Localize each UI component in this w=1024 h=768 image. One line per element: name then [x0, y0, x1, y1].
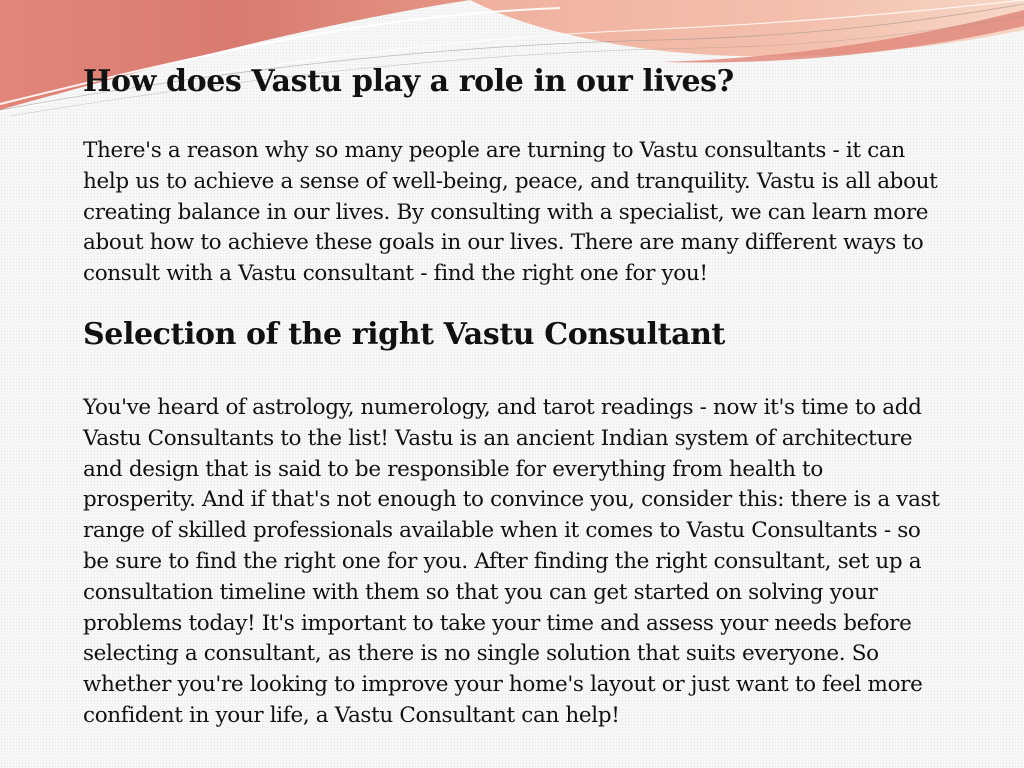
paragraph-line: problems today! It's important to take your time and assess your needs before	[83, 610, 912, 636]
paragraph-line: about how to achieve these goals in our lives. There are many different ways to	[83, 230, 924, 256]
paragraph-line: whether you're looking to improve your home's layout or just want to feel more	[83, 672, 923, 698]
paragraph-line: and design that is said to be responsible for everything from health to	[83, 456, 823, 482]
paragraph-line: consult with a Vastu consultant - find the right one for you!	[83, 261, 708, 287]
section-heading-vastu-role: How does Vastu play a role in our lives?	[83, 64, 734, 99]
paragraph-line: confident in your life, a Vastu Consultant can help!	[83, 702, 620, 728]
section-paragraph-selection	[83, 393, 983, 732]
paragraph-line: There's a reason why so many people are turning to Vastu consultants - it can	[83, 138, 905, 163]
paragraph-line: creating balance in our lives. By consulting with a specialist, we can learn more	[83, 199, 929, 225]
paragraph-line: be sure to find the right one for you. After finding the right consultant, set up a	[83, 548, 922, 574]
paragraph-line: selecting a consultant, as there is no single solution that suits everyone. So	[83, 641, 879, 667]
paragraph-line: You've heard of astrology, numerology, and tarot readings - now it's time to add	[83, 394, 922, 420]
slide-content	[83, 62, 983, 732]
paragraph-line: consultation timeline with them so that you can get started on solving your	[83, 579, 878, 605]
paragraph-line: range of skilled professionals available when it comes to Vastu Consultants - so	[83, 518, 921, 544]
paragraph-line: help us to achieve a sense of well-being, peace, and tranquility. Vastu is all about	[83, 168, 938, 194]
section-heading-selection: Selection of the right Vastu Consultant	[83, 316, 725, 352]
paragraph-line: prosperity. And if that's not enough to convince you, consider this: there is a vast	[83, 487, 940, 513]
section-paragraph-vastu-role	[83, 136, 983, 290]
paragraph-line: Vastu Consultants to the list! Vastu is an ancient Indian system of architecture	[83, 425, 913, 451]
